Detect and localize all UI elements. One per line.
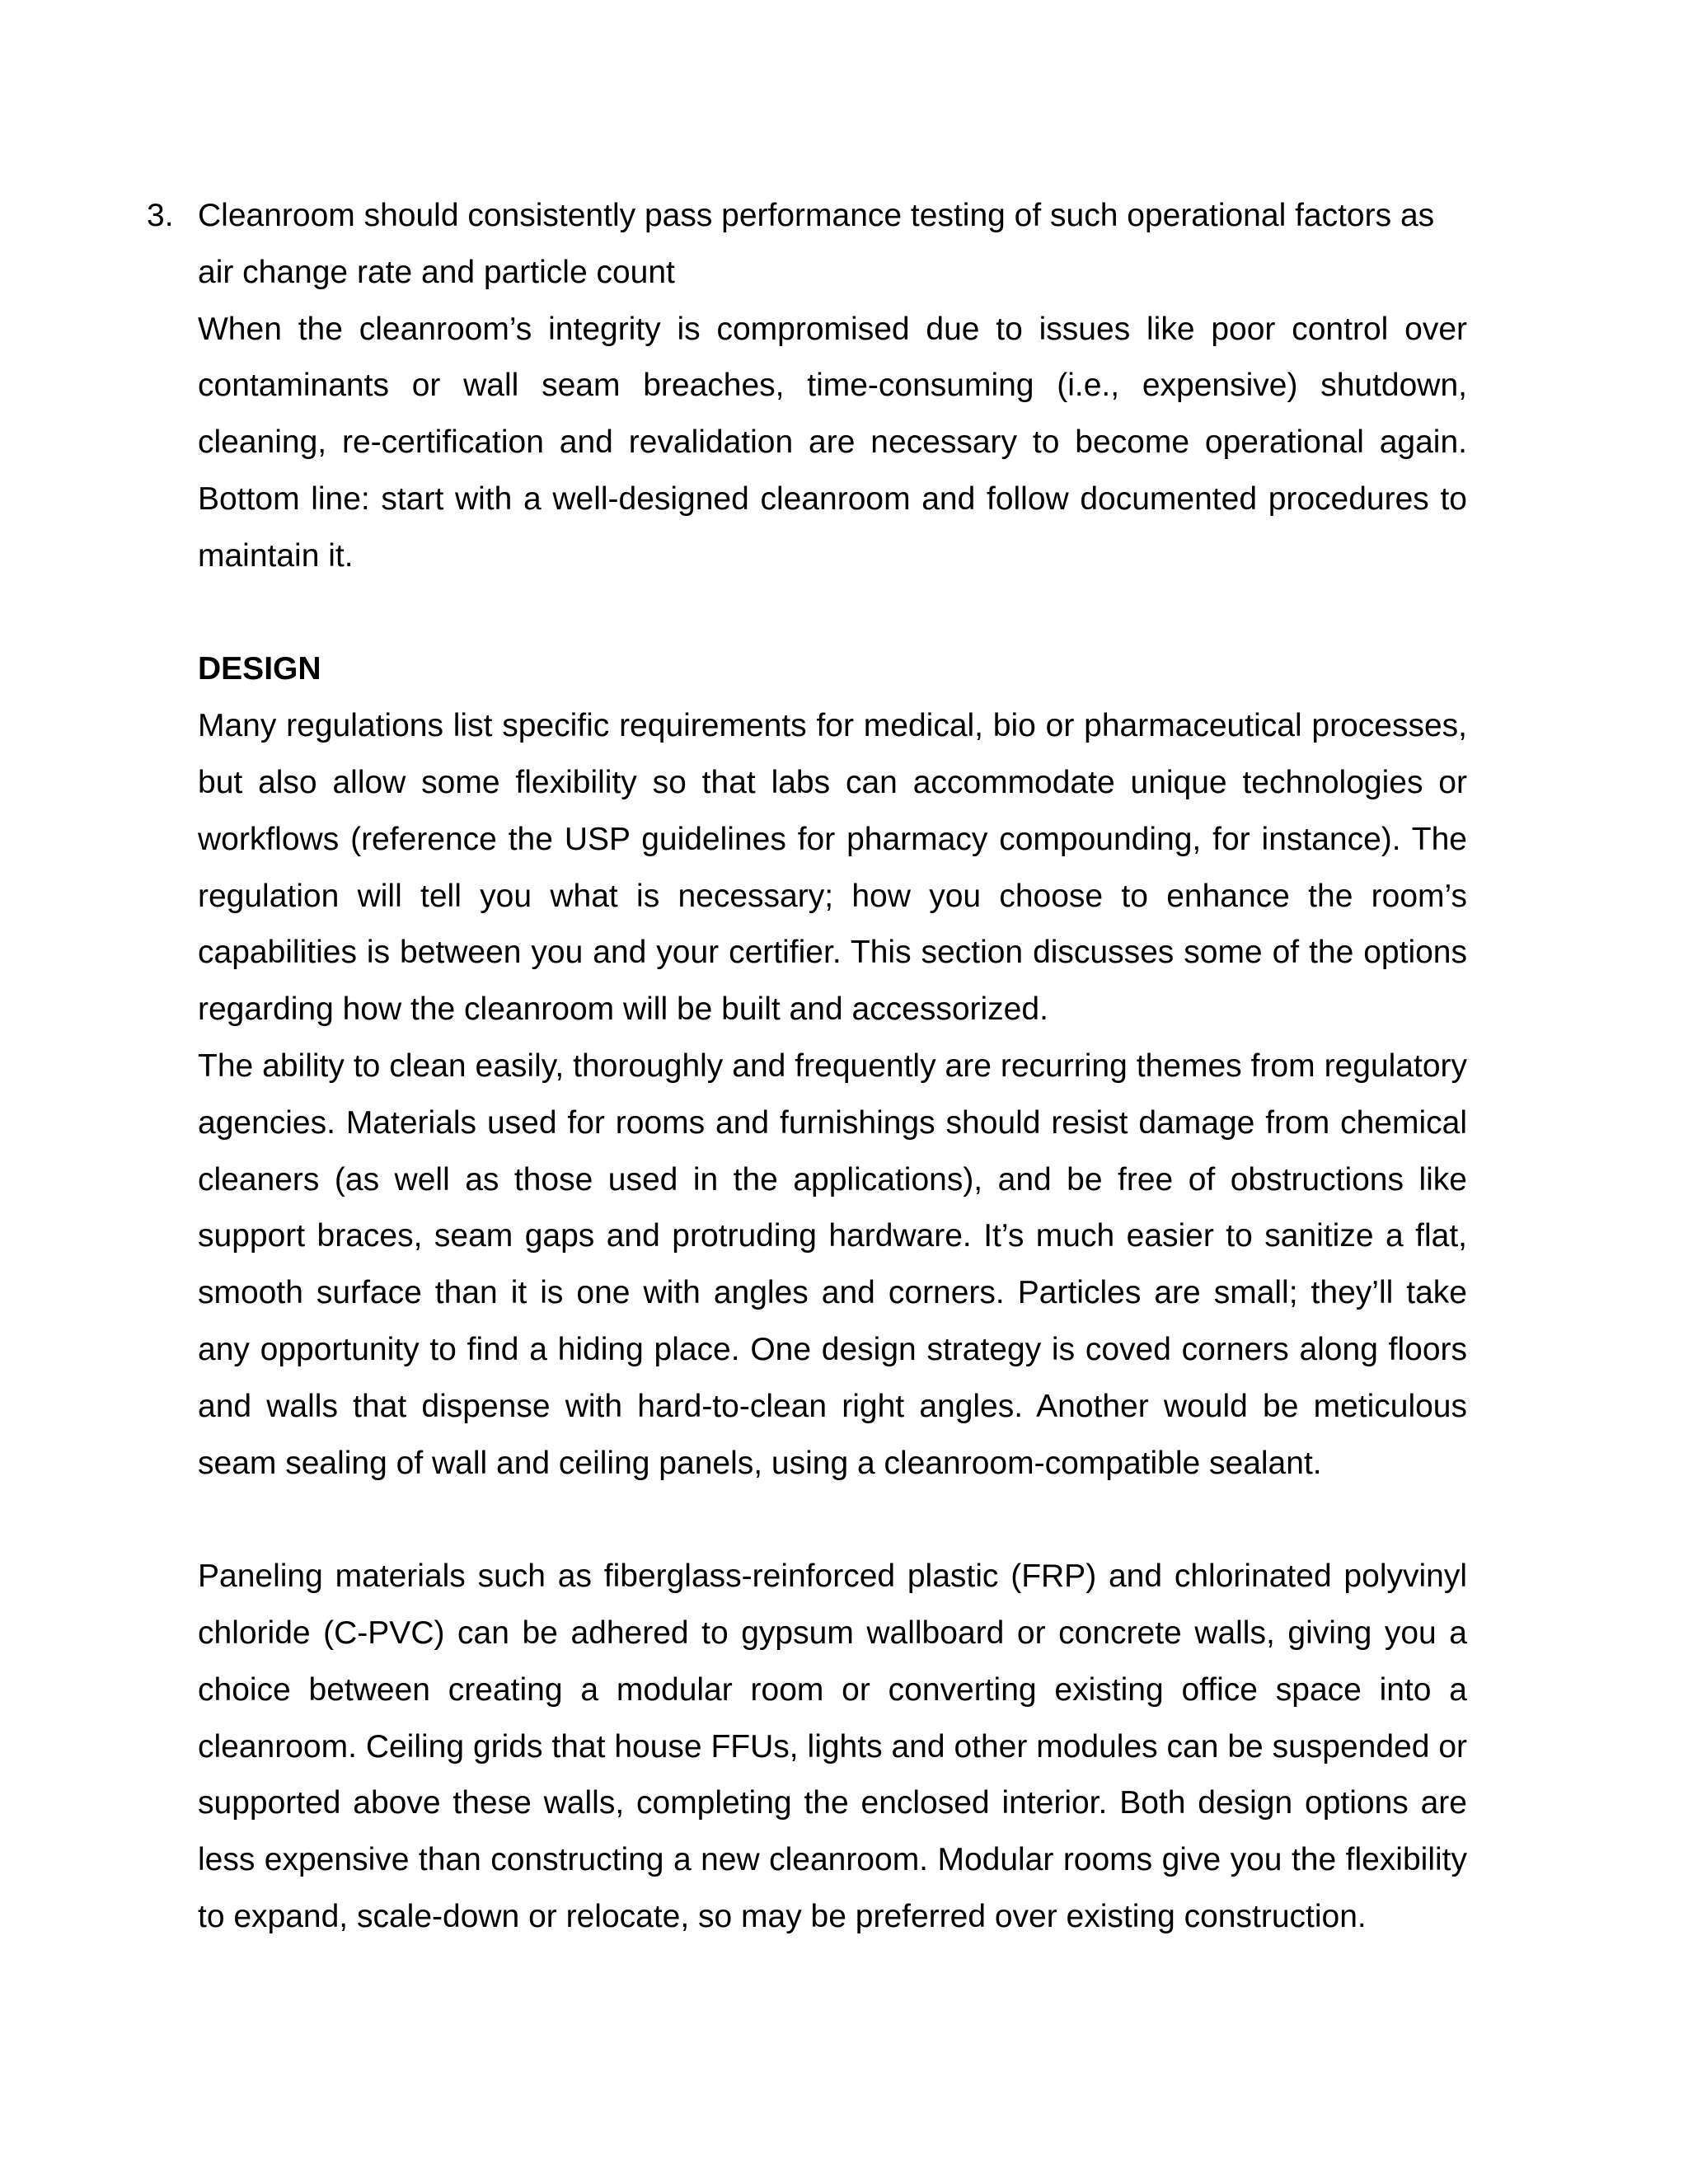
design-paragraph-2: The ability to clean easily, thoroughly and frequently are recurring themes from regulatory agencies. Materials used for rooms and furnishings should resist damage from chemical cleaners (as well as those used in the applications), and be free of obstructions like support braces, seam gaps and protruding hardware. It’s much easier to sanitize a flat, smooth surface than it is one with angles and corners. Particles are small; they’ll take any opportunity to find a hiding place. One design strategy is coved corners along floors and walls that dispense with hard-to-clean right angles. Another would be meticulous seam sealing of wall and ceiling panels, using a cleanroom-compatible sealant. [198,1047,1467,1481]
list-item-title: Cleanroom should consistently pass performance testing of such operational factors as air change rate and particle count [198,198,1435,290]
design-paragraph-1: Many regulations list specific requirements for medical, bio or pharmaceutical processes, but also allow some flexibility so that labs can accommodate unique technologies or workflows (reference the USP guidelines for pharmacy compounding, for instance). The regulation will tell you what is necessary; how you choose to enhance the room’s capabilities is between you and your certifier. This section discusses some of the options regarding how the cleanroom will be built and accessorized. [198,708,1467,1028]
spacer [198,1492,1467,1549]
page-content [147,188,1467,1946]
numbered-list-item [147,188,1467,585]
list-number: 3. [147,198,174,233]
spacer [198,585,1467,642]
design-paragraph-3: Paneling materials such as fiberglass-reinforced plastic (FRP) and chlorinated polyvinyl chloride (C-PVC) can be adhered to gypsum wallboard or concrete walls, giving you a choice between creating a modular room or converting existing office space into a cleanroom. Ceiling grids that house FFUs, lights and other modules can be suspended or supported above these walls, completing the enclosed interior. Both design options are less expensive than constructing a new cleanroom. Modular rooms give you the flexibility to expand, scale-down or relocate, so may be preferred over existing construction. [198,1558,1467,1934]
list-item-body: When the cleanroom’s integrity is compromised due to issues like poor control over contaminants or wall seam breaches, time-consuming (i.e., expensive) shutdown, cleaning, re-certification and revalidation are necessary to become operational again. Bottom line: start with a well-designed cleanroom and follow documented procedures to maintain it. [198,311,1467,574]
section-heading: DESIGN [198,651,321,687]
